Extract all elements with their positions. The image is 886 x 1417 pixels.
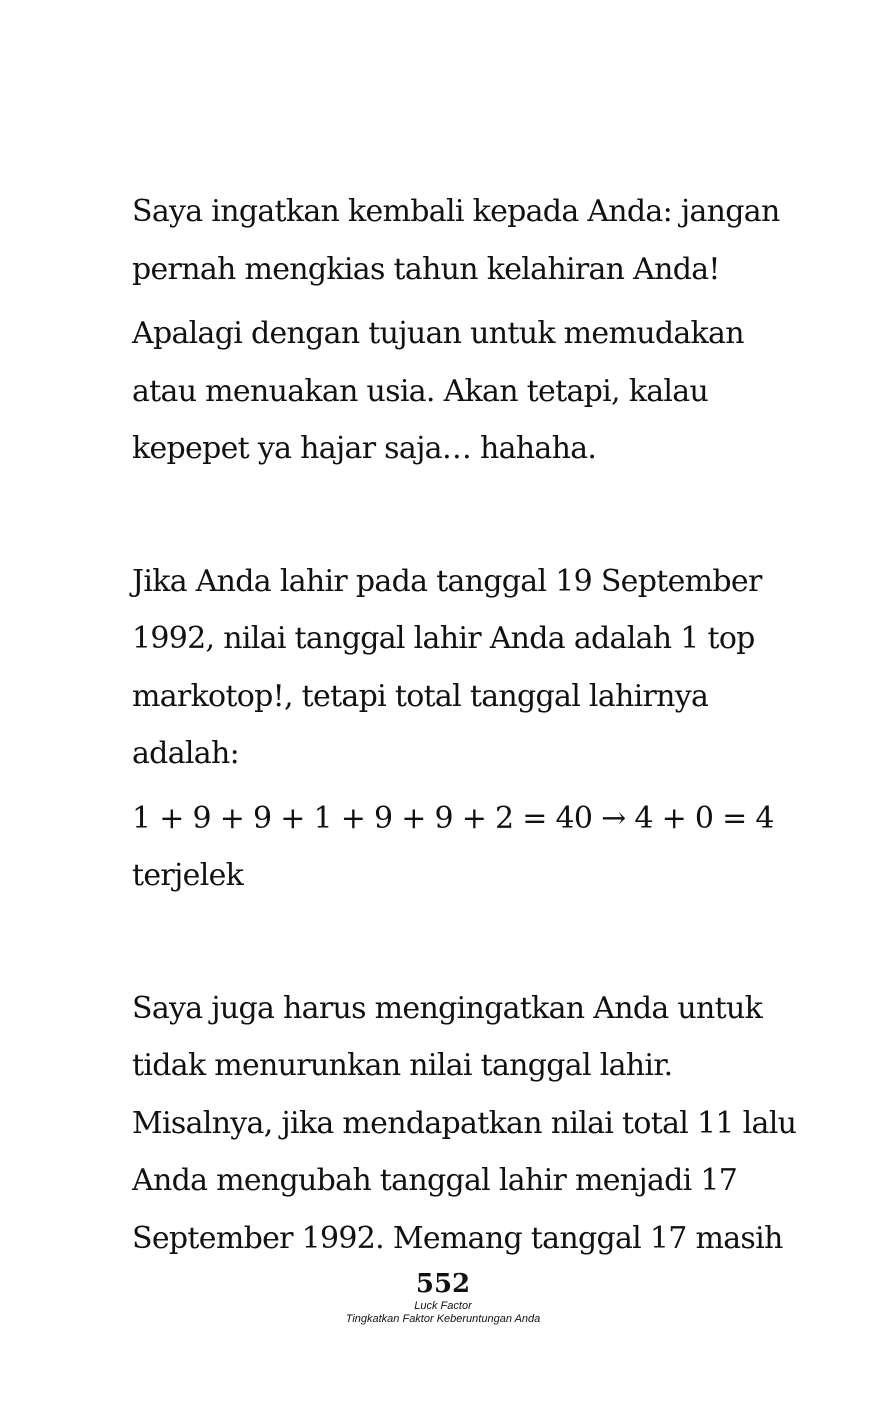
text-line: terjelek bbox=[132, 858, 244, 893]
text-line: September 1992. Memang tanggal 17 masih bbox=[132, 1220, 783, 1256]
text-line: Saya ingatkan kembali kepada Anda: jangan bbox=[132, 194, 780, 229]
page-footer bbox=[0, 1268, 886, 1326]
text-line: markotop!, tetapi total tanggal lahirnya bbox=[132, 678, 709, 714]
text-line: tidak menurunkan nilai tanggal lahir. bbox=[132, 1048, 673, 1083]
text-line: pernah mengkias tahun kelahiran Anda! bbox=[132, 251, 720, 287]
text-line: adalah: bbox=[132, 736, 239, 771]
page-body bbox=[132, 183, 797, 1267]
equation-line: 1 + 9 + 9 + 1 + 9 + 9 + 2 = 40 → 4 + 0 = 4 bbox=[132, 800, 774, 836]
paragraph bbox=[132, 183, 780, 298]
page-number: 552 bbox=[415, 1269, 471, 1299]
text-line: Saya juga harus mengingatkan Anda untuk bbox=[132, 990, 763, 1026]
paragraph bbox=[132, 980, 797, 1268]
paragraph bbox=[132, 553, 772, 783]
text-line: Jika Anda lahir pada tanggal 19 September bbox=[132, 563, 762, 599]
paragraph bbox=[132, 305, 772, 478]
text-line: Anda mengubah tanggal lahir menjadi 17 bbox=[132, 1163, 738, 1198]
text-line: 1992, nilai tanggal lahir Anda adalah 1 top bbox=[132, 621, 755, 656]
book-subtitle: Tingkatkan Faktor Keberuntungan Anda bbox=[345, 1313, 541, 1325]
text-line: kepepet ya hajar saja… hahaha. bbox=[132, 431, 597, 466]
text-line: Apalagi dengan tujuan untuk memudakan bbox=[132, 316, 744, 351]
book-title: Luck Factor bbox=[414, 1300, 472, 1312]
equation-paragraph bbox=[132, 790, 772, 905]
text-line: Misalnya, jika mendapatkan nilai total 11 lalu bbox=[132, 1105, 797, 1141]
text-line: atau menuakan usia. Akan tetapi, kalau bbox=[132, 373, 709, 409]
